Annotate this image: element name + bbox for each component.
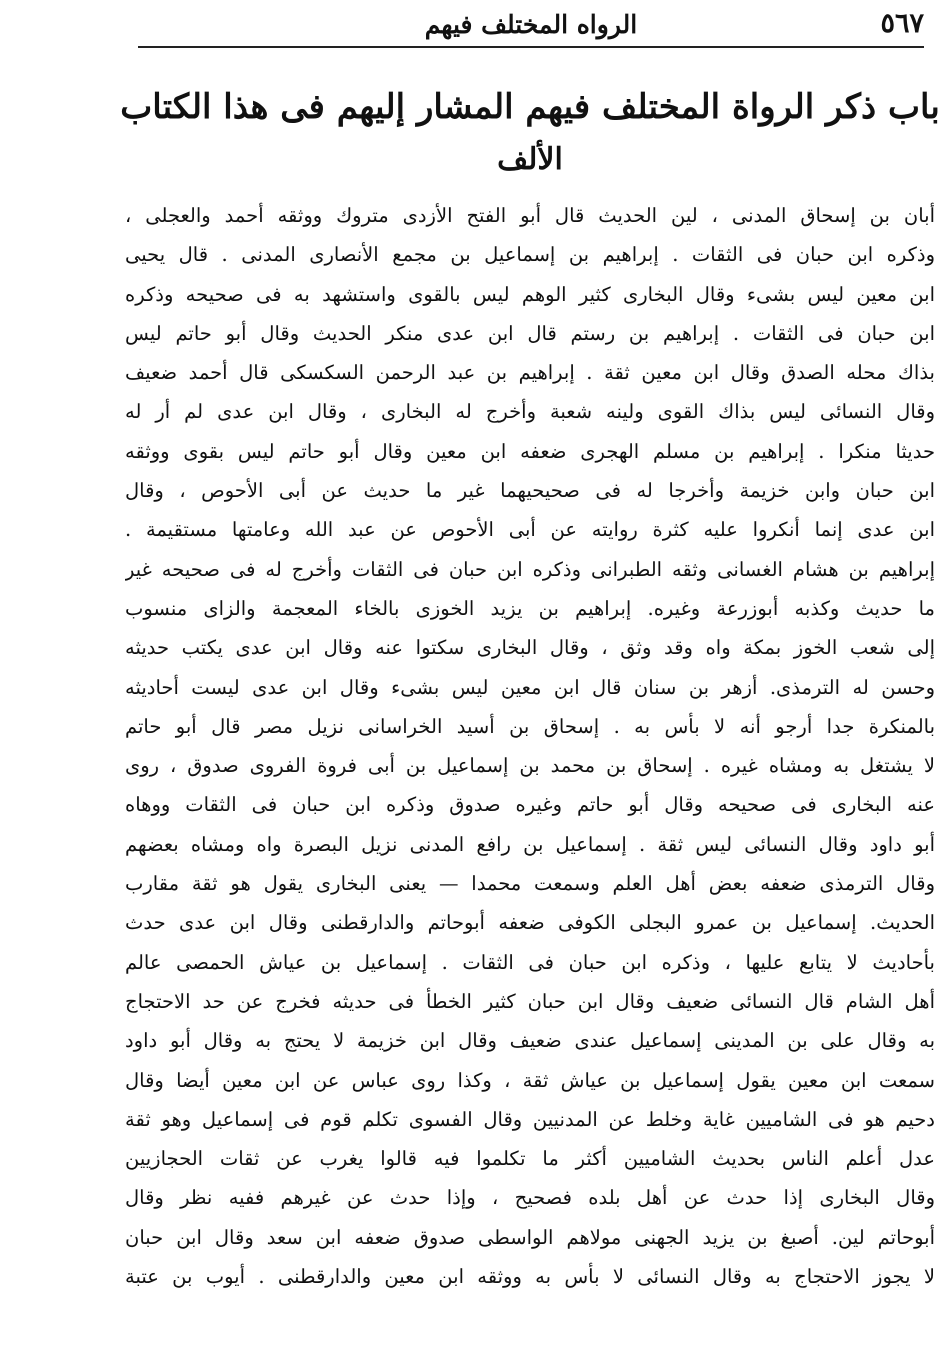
text-line: عدل أعلم الناس بحديث الشاميين أكثر ما تكلموا فيه قالوا يغرب عن ثقات الحجازيين	[125, 1147, 935, 1171]
text-line: وقال الترمذى ضعفه بعض أهل العلم وسمعت محمدا — يعنى البخارى يقول هو ثقة مقارب	[125, 872, 935, 896]
text-line: ما حديث وكذبه أبوزرعة وغيره. إبراهيم بن يزيد الخوزى بالخاء المعجمة والزاى منسوب	[125, 596, 935, 620]
chapter-title: باب ذكر الرواة المختلف فيهم المشار إليهم فى هذا الكتاب	[120, 87, 940, 127]
text-line: إبراهيم بن هشام الغسانى وثقه الطبرانى وذكره ابن حبان فى الثقات وأخرج له فى صحيحه غير	[125, 557, 935, 581]
text-line: أبوحاتم لين. أصبغ بن يزيد الجهنى مولاهم الواسطى صدوق ضعفه ابن سعد وقال ابن حبان	[125, 1225, 935, 1249]
text-line: دحيم هو فى الشاميين غاية وخلط عن المدنيين وقال الفسوى تكلم قوم فى إسماعيل وهو ثقة	[125, 1107, 935, 1131]
text-line: بالمنكرة جدا أرجو أنه لا بأس به . إسحاق بن أسيد الخراسانى نزيل مصر قال أبو حاتم	[125, 714, 935, 738]
page-number: ٥٦٧	[880, 8, 924, 39]
text-line: وقال البخارى إذا حدث عن أهل بلده فصحيح ، وإذا حدث عن غيرهم ففيه نظر وقال	[125, 1186, 935, 1210]
text-line: بأحاديث لا يتابع عليها ، وذكره ابن حبان فى الثقات . إسماعيل بن عياش الحمصى عالم	[125, 950, 935, 974]
text-line: وحسن له الترمذى. أزهر بن سنان قال ابن معين ليس بشىء وقال ابن عدى ليست أحاديثه	[125, 675, 935, 699]
text-line: وقال النسائى ليس بذاك القوى ولينه شعبة وأخرج له البخارى ، وقال ابن عدى لم أر له	[125, 400, 935, 424]
text-line: حديثا منكرا . إبراهيم بن مسلم الهجرى ضعفه ابن معين وقال أبو حاتم ليس بقوى ووثقه	[125, 439, 935, 463]
text-line: أبو داود وقال النسائى ليس ثقة . إسماعيل بن رافع المدنى نزيل البصرة واه ومشاه بعضهم	[125, 832, 935, 856]
text-line: أبان بن إسحاق المدنى ، لين الحديث قال أبو الفتح الأزدى متروك ووثقه أحمد والعجلى ،	[125, 204, 935, 227]
running-title: الرواه المختلف فيهم	[424, 10, 638, 39]
body-text	[125, 196, 935, 1296]
page-header	[138, 4, 924, 44]
section-letter: الألف	[497, 142, 563, 177]
text-line: سمعت ابن معين يقول إسماعيل بن عياش ثقة ، وكذا روى عباس عن ابن معين أيضا وقال	[125, 1068, 935, 1092]
text-line: به وقال على بن المدينى إسماعيل عندى ضعيف وقال ابن خزيمة لا يحتج به وقال أبو داود	[125, 1029, 935, 1053]
text-line: لا يجوز الاحتجاج به وقال النسائى لا بأس به ووثقه ابن معين والدارقطنى . أيوب بن عتبة	[125, 1265, 935, 1289]
text-line: الحديث. إسماعيل بن عمرو البجلى الكوفى ضعفه أبوحاتم والدارقطنى وقال ابن عدى حدث	[125, 911, 935, 935]
text-line: أهل الشام قال النسائى ضعيف وقال ابن حبان كثير الخطأ فى حديثه فخرج عن حد الاحتجاج	[125, 989, 935, 1013]
text-line: ابن حبان فى الثقات . إبراهيم بن رستم قال ابن عدى منكر الحديث وقال أبو حاتم ليس	[125, 321, 935, 345]
text-line: ابن معين ليس بشىء وقال البخارى كثير الوهم ليس بالقوى واستشهد به فى صحيحه وذكره	[125, 282, 935, 306]
text-line: وذكره ابن حبان فى الثقات . إبراهيم بن إسماعيل بن مجمع الأنصارى المدنى . قال يحيى	[125, 243, 935, 267]
text-line: بذاك محله الصدق وقال ابن معين ثقة . إبراهيم بن عبد الرحمن السكسكى قال أحمد ضعيف	[125, 361, 935, 385]
text-line: ابن حبان وابن خزيمة وأخرجا له فى صحيحيهما غير ما حديث عن أبى الأحوص ، وقال	[125, 479, 935, 503]
text-line: إلى شعب الخوز بمكة واه وقد وثق ، وقال البخارى سكتوا عنه وقال ابن عدى يكتب حديثه	[125, 636, 935, 660]
header-rule	[138, 46, 924, 48]
text-line: عنه البخارى فى صحيحه وقال أبو حاتم وغيره صدوق وذكره ابن حبان فى الثقات ووهاه	[125, 793, 935, 817]
text-line: لا يشتغل به ومشاه غيره . إسحاق بن محمد بن إسماعيل بن أبى فروة الفروى صدوق ، روى	[125, 754, 935, 778]
text-line: ابن عدى إنما أنكروا عليه كثرة روايته عن أبى الأحوص عن عبد الله وعامتها مستقيمة .	[125, 518, 935, 542]
